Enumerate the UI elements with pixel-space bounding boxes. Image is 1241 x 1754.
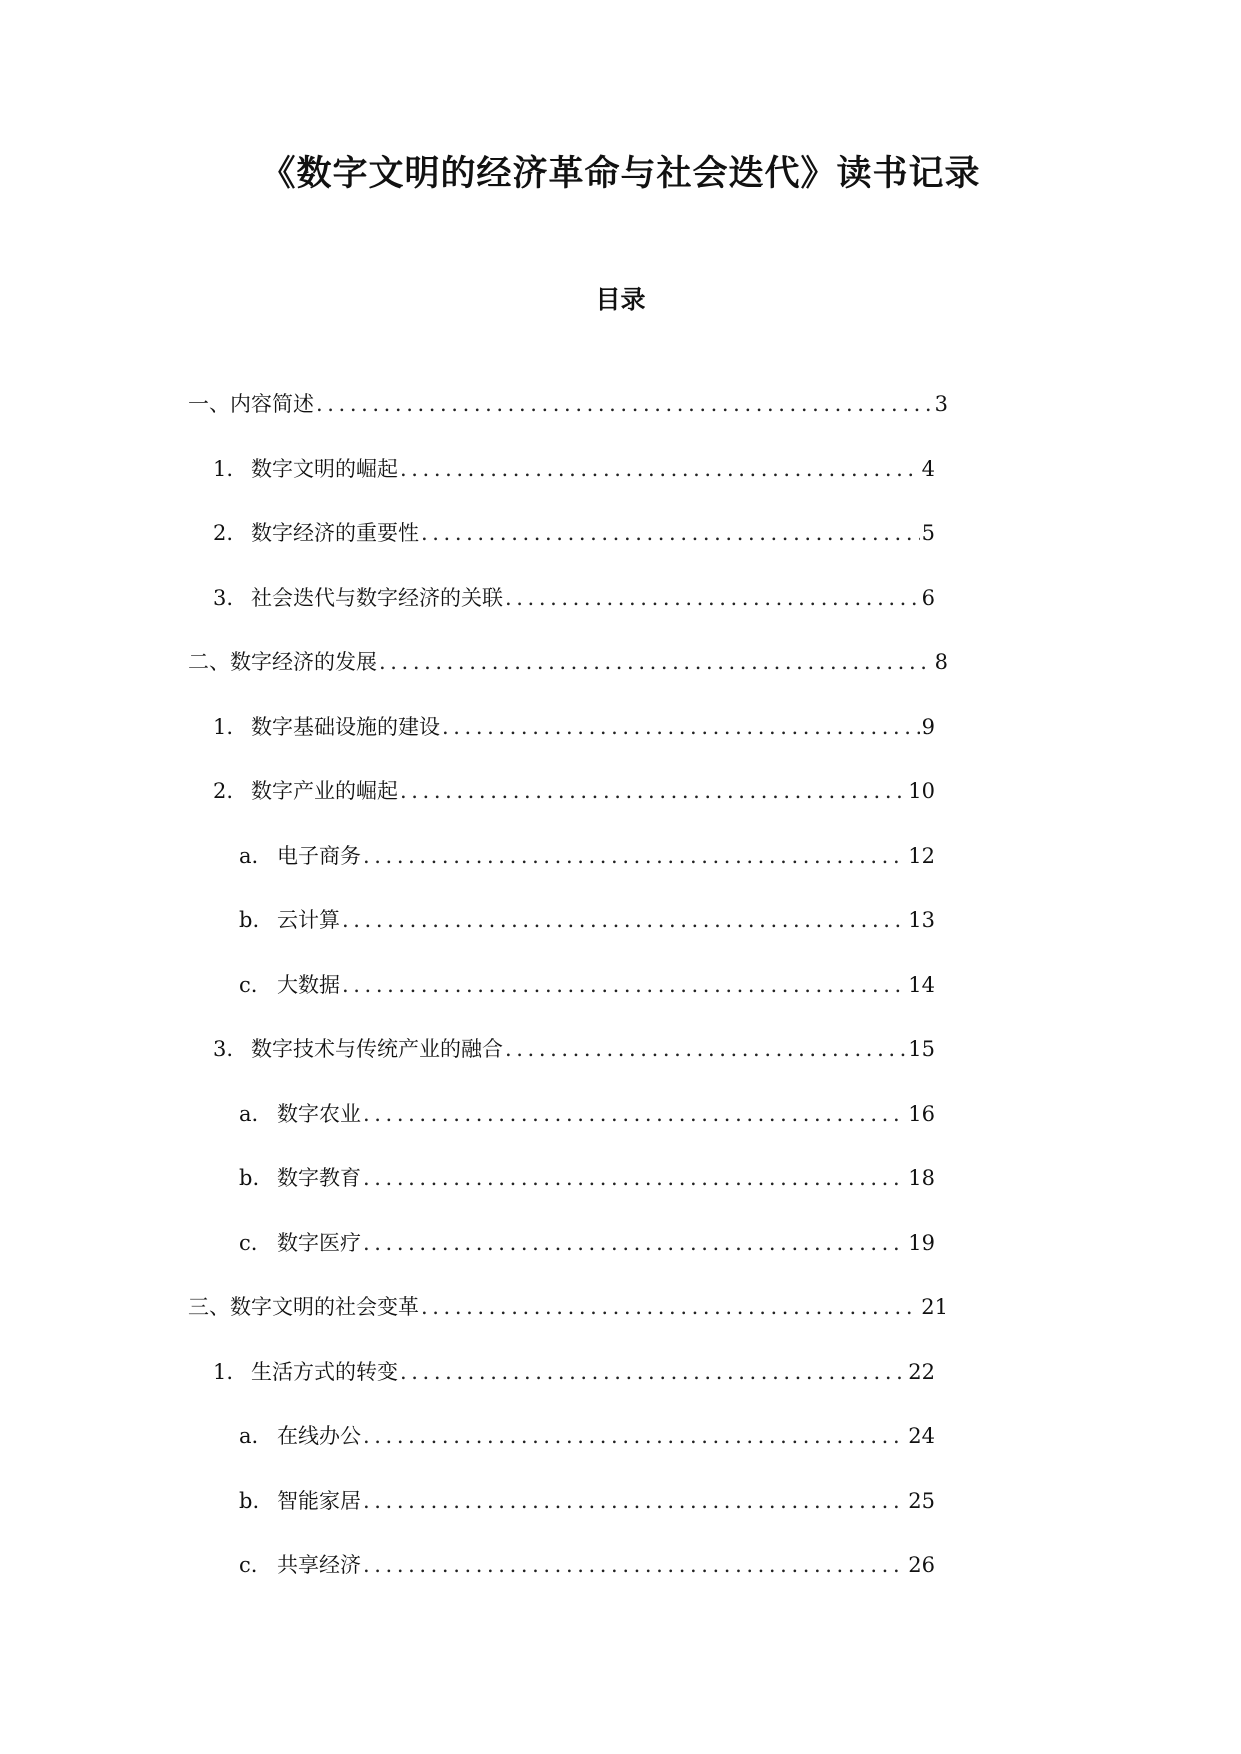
toc-entry-number: c. [239,972,258,997]
toc-entry-label: 共享经济 [277,1553,361,1577]
toc-entry-label: 社会迭代与数字经济的关联 [251,585,503,610]
toc-entry-page: 9 [921,714,935,739]
toc-entry[interactable] [188,388,948,420]
toc-entry-page: 14 [908,972,935,997]
toc-entry-label: 生活方式的转变 [251,1359,398,1384]
toc-leader-dots [400,775,906,807]
toc-entry[interactable] [188,1291,948,1323]
toc-entry-number: 三、 [188,1295,230,1319]
toc-leader-dots [363,1098,906,1130]
toc-entry[interactable] [239,904,935,936]
toc-entry-label: 数字技术与传统产业的融合 [251,1037,503,1061]
toc-entry-page: 3 [934,392,948,416]
toc-entry-page: 15 [908,1037,935,1061]
toc-entry-label: 在线办公 [277,1424,361,1448]
toc-entry-page: 12 [908,843,935,868]
toc-leader-dots [421,517,920,549]
toc-leader-dots [442,711,920,743]
toc-entry[interactable] [239,1227,935,1259]
toc-entry-number: 2. [213,521,234,545]
toc-entry[interactable] [239,1485,935,1517]
toc-entry-number: 二、 [188,650,230,674]
toc-entry-number: 2. [213,779,234,803]
toc-entry-label: 大数据 [277,972,340,997]
toc-entry-number: 3. [213,585,234,610]
toc-entry-page: 10 [908,779,935,803]
toc-entry[interactable] [239,1162,935,1194]
toc-entry-number: 一、 [188,392,230,416]
toc-entry-label: 数字产业的崛起 [251,779,398,803]
toc-entry-label: 数字文明的社会变革 [230,1295,419,1319]
toc-entry-number: 3. [213,1037,234,1061]
toc-entry-number: c. [239,1553,258,1577]
toc-entry[interactable] [213,1033,935,1065]
toc-leader-dots [342,969,906,1001]
toc-leader-dots [505,582,920,614]
toc-leader-dots [400,453,920,485]
toc-entry[interactable] [188,646,948,678]
toc-entry-label: 数字基础设施的建设 [251,714,440,739]
toc-entry-number: 1. [213,1359,234,1384]
toc-entry-number: c. [239,1230,258,1255]
toc-entry[interactable] [239,969,935,1001]
toc-entry-page: 19 [908,1230,935,1255]
toc-leader-dots [316,388,933,420]
toc-entry-label: 数字教育 [277,1166,361,1190]
toc-leader-dots [363,840,906,872]
toc-entry-number: 1. [213,456,234,481]
toc-entry-number: b. [239,1166,260,1190]
toc-entry-page: 18 [908,1166,935,1190]
toc-entry-page: 4 [921,456,935,481]
toc-entry-label: 电子商务 [277,843,361,868]
toc-entry-page: 25 [908,1488,935,1513]
toc-entry-number: a. [239,843,259,868]
toc-entry[interactable] [213,775,935,807]
toc-entry-page: 8 [934,650,948,674]
toc-leader-dots [363,1420,906,1452]
toc-leader-dots [379,646,933,678]
toc-entry-number: a. [239,1101,259,1126]
toc-entry-label: 数字经济的发展 [230,650,377,674]
toc-entry-number: b. [239,908,260,932]
toc-entry-label: 内容简述 [230,392,314,416]
toc-leader-dots [400,1356,906,1388]
toc-entry-page: 13 [908,908,935,932]
toc-entry-label: 数字文明的崛起 [251,456,398,481]
toc-leader-dots [363,1485,906,1517]
toc-entry-label: 数字医疗 [277,1230,361,1255]
toc-leader-dots [342,904,906,936]
toc-entry-page: 22 [908,1359,935,1384]
toc-entry-page: 26 [908,1553,935,1577]
toc-entry[interactable] [239,1098,935,1130]
toc-entry-page: 21 [921,1295,948,1319]
toc-entry-page: 24 [908,1424,935,1448]
toc-leader-dots [505,1033,906,1065]
toc-entry[interactable] [239,1420,935,1452]
toc-leader-dots [363,1162,906,1194]
toc-entry[interactable] [213,582,935,614]
toc-heading: 目录 [595,285,646,314]
toc-entry-label: 数字农业 [277,1101,361,1126]
toc-leader-dots [363,1549,906,1581]
toc-leader-dots [363,1227,906,1259]
toc-entry[interactable] [213,711,935,743]
toc-entry-label: 数字经济的重要性 [251,521,419,545]
toc-entry[interactable] [213,1356,935,1388]
toc-leader-dots [421,1291,919,1323]
toc-entry[interactable] [239,840,935,872]
toc-entry-page: 5 [921,521,935,545]
toc-entry-number: 1. [213,714,234,739]
toc-entry[interactable] [213,517,935,549]
document-title: 《数字文明的经济革命与社会迭代》读书记录 [260,153,981,194]
toc-entry-page: 6 [921,585,935,610]
toc-entry-label: 智能家居 [277,1488,361,1513]
toc-entry-page: 16 [908,1101,935,1126]
toc-entry-label: 云计算 [277,908,340,932]
toc-entry-number: b. [239,1488,260,1513]
toc-entry[interactable] [239,1549,935,1581]
toc-entry-number: a. [239,1424,259,1448]
toc-entry[interactable] [213,453,935,485]
